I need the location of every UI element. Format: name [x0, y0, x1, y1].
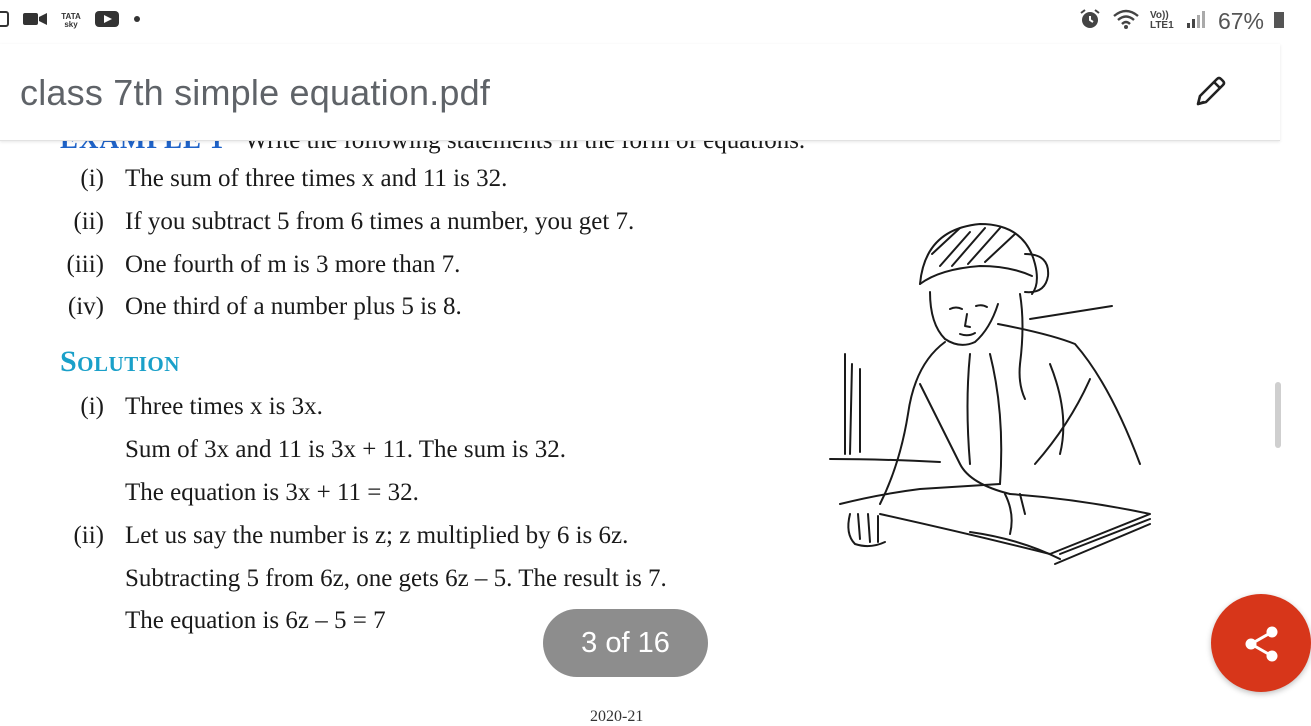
tata-sky-icon: TATA sky [61, 12, 81, 29]
status-right [1078, 6, 1280, 36]
statement-number: (ii) [73, 208, 104, 235]
video-call-icon [22, 9, 48, 34]
solution-number: (ii) [73, 522, 104, 549]
share-button[interactable] [1211, 594, 1311, 692]
tv-icon [0, 9, 10, 34]
solution-text: The equation is 6z – 5 = 7 [125, 607, 386, 634]
solution-text: Subtracting 5 from 6z, one gets 6z – 5. The result is 7. [125, 565, 667, 592]
statement-number: (i) [80, 165, 104, 192]
solution-title: Solution [60, 345, 180, 378]
alarm-icon [1078, 7, 1102, 36]
footer-year-partial: 2020-21 [590, 708, 644, 725]
girl-reading-illustration [820, 214, 1170, 584]
battery-icon [1274, 8, 1280, 35]
edit-button[interactable] [1186, 68, 1234, 116]
document-title: class 7th simple equation.pdf [20, 72, 491, 113]
status-left [0, 6, 142, 36]
page-indicator: 3 of 16 [543, 609, 708, 677]
status-bar [0, 0, 1280, 44]
statement-text: One third of a number plus 5 is 8. [125, 293, 462, 320]
solution-text: Sum of 3x and 11 is 3x + 11. The sum is 32. [125, 436, 566, 463]
statement-text: If you subtract 5 from 6 times a number, you get 7. [125, 208, 635, 235]
signal-icon [1186, 8, 1208, 35]
scrollbar-thumb[interactable] [1275, 382, 1281, 448]
dot-icon [132, 9, 142, 34]
solution-text: Let us say the number is z; z multiplied by 6 is 6z. [125, 522, 629, 549]
statement-number: (iii) [66, 251, 104, 278]
wifi-icon [1112, 7, 1140, 36]
pencil-icon [1190, 72, 1230, 112]
solution-text: Three times x is 3x. [125, 393, 323, 420]
network-label: Vo)) LTE1 [1149, 10, 1174, 31]
share-icon [1242, 624, 1282, 664]
solution-text: The equation is 3x + 11 = 32. [125, 479, 419, 506]
solution-number: (i) [80, 393, 104, 420]
battery-percent: 67% [1217, 7, 1264, 34]
youtube-icon [94, 9, 120, 34]
statement-text: The sum of three times x and 11 is 32. [125, 165, 508, 192]
statement-number: (iv) [67, 293, 104, 320]
statement-text: One fourth of m is 3 more than 7. [125, 251, 461, 278]
pdf-viewer-header [0, 44, 1280, 141]
